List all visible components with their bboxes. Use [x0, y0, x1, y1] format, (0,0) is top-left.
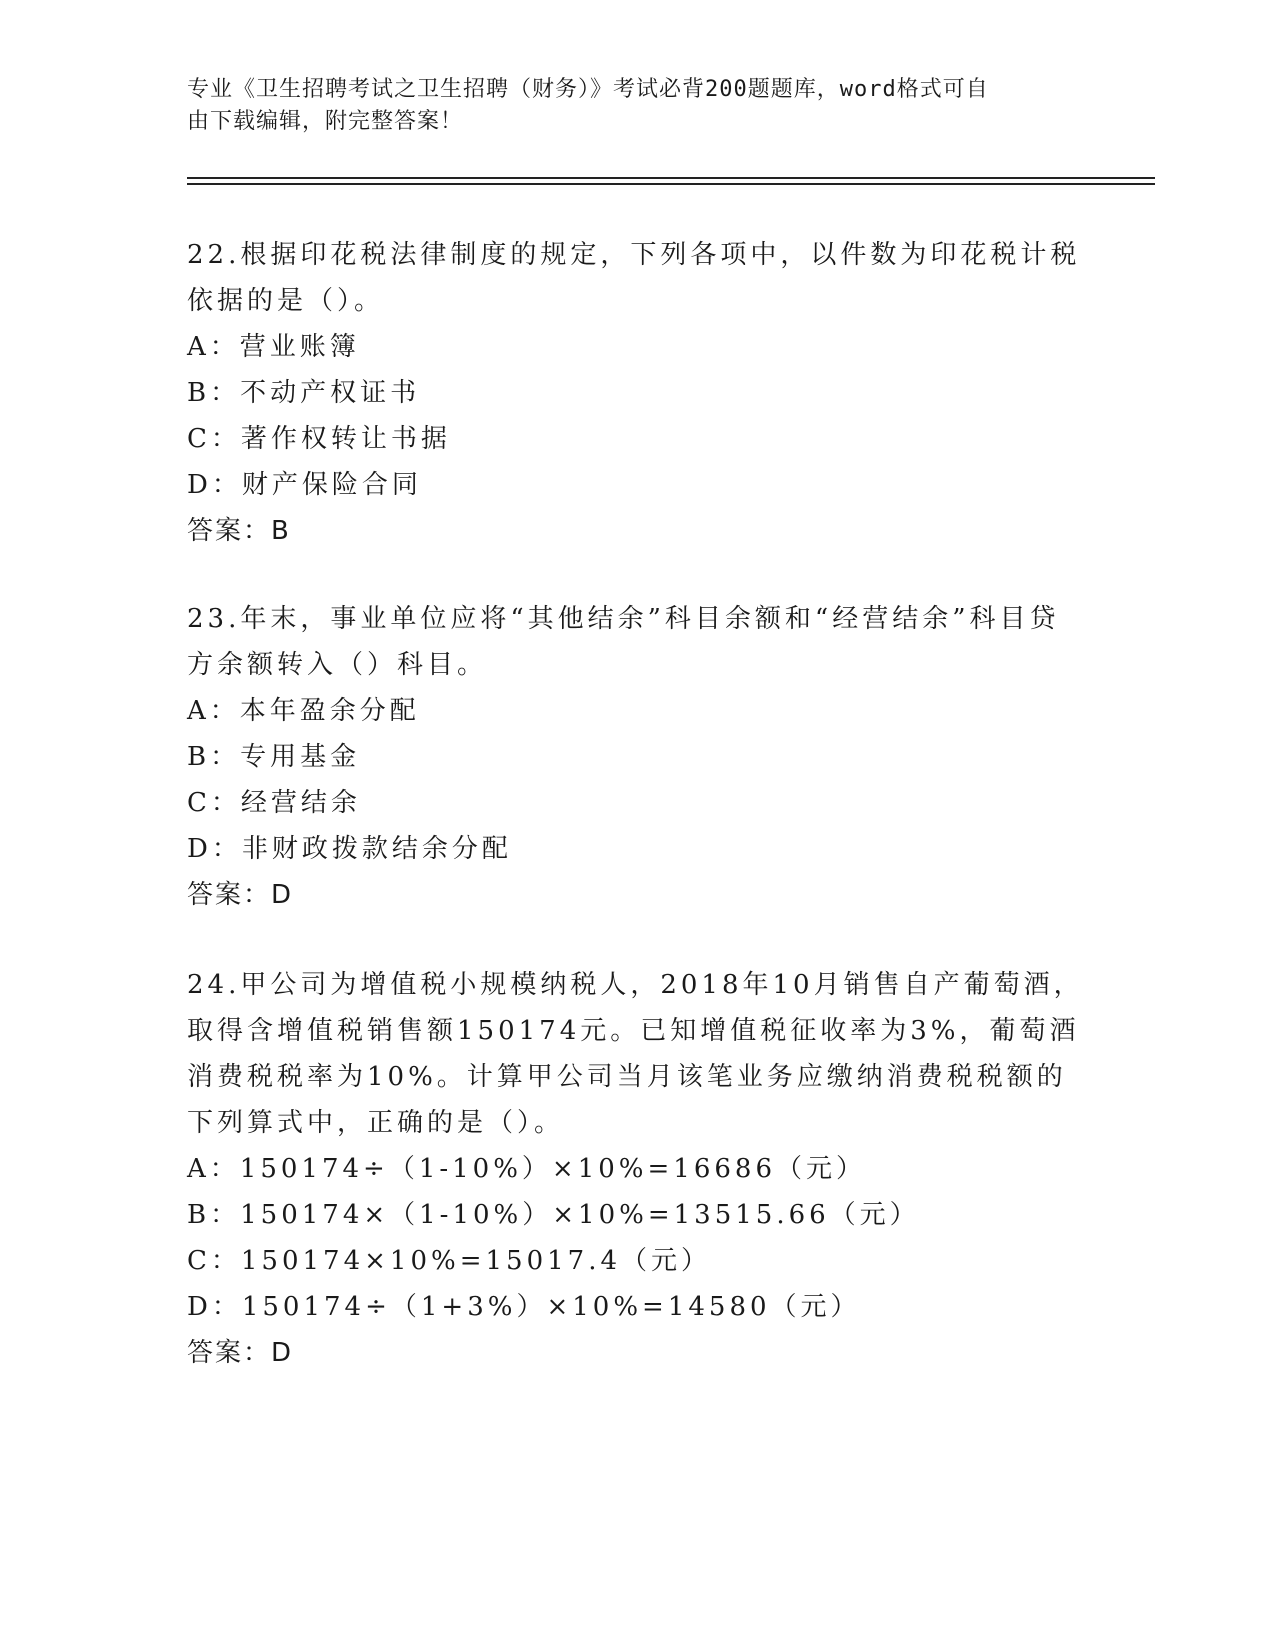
- option-d: D：财产保险合同: [187, 470, 422, 500]
- answer-line: 答案：D: [187, 880, 294, 910]
- option-c: C：150174×10%=15017.4（元）: [187, 1246, 712, 1276]
- option-c: C：著作权转让书据: [187, 424, 451, 454]
- option-d: D：150174÷（1+3%）×10%=14580（元）: [187, 1292, 861, 1322]
- option-b: B：不动产权证书: [187, 378, 421, 408]
- option-b: B：150174×（1-10%）×10%=13515.66（元）: [187, 1200, 920, 1230]
- document-header: [187, 74, 1087, 138]
- header-divider-bottom: [187, 183, 1155, 185]
- question-stem: 24.甲公司为增值税小规模纳税人，2018年10月销售自产葡萄酒，取得含增值税销售额150174元。已知增值税征收率为3%，葡萄酒消费税税率为10%。计算甲公司当月该笔业务应缴纳消费税税额的下列算式中，正确的是（）。: [187, 970, 1084, 1138]
- option-b: B：专用基金: [187, 742, 361, 772]
- question-stem: 23.年末，事业单位应将“其他结余”科目余额和“经营结余”科目贷方余额转入（）科目。: [187, 604, 1060, 680]
- option-a: A：营业账簿: [187, 332, 360, 362]
- option-a: A：150174÷（1-10%）×10%=16686（元）: [187, 1154, 866, 1184]
- option-d: D：非财政拨款结余分配: [187, 834, 512, 864]
- question-24: [187, 962, 1087, 1376]
- question-22: [187, 232, 1087, 554]
- header-divider-top: [187, 177, 1155, 179]
- answer-line: 答案：B: [187, 516, 291, 546]
- header-line-2: 由下载编辑，附完整答案！: [187, 109, 464, 134]
- header-line-1: 专业《卫生招聘考试之卫生招聘（财务）》考试必背200题题库，word格式可自: [187, 77, 989, 102]
- question-stem: 22.根据印花税法律制度的规定，下列各项中，以件数为印花税计税依据的是（）。: [187, 240, 1081, 316]
- option-a: A：本年盈余分配: [187, 696, 420, 726]
- answer-line: 答案：D: [187, 1338, 294, 1368]
- question-23: [187, 596, 1087, 918]
- option-c: C：经营结余: [187, 788, 361, 818]
